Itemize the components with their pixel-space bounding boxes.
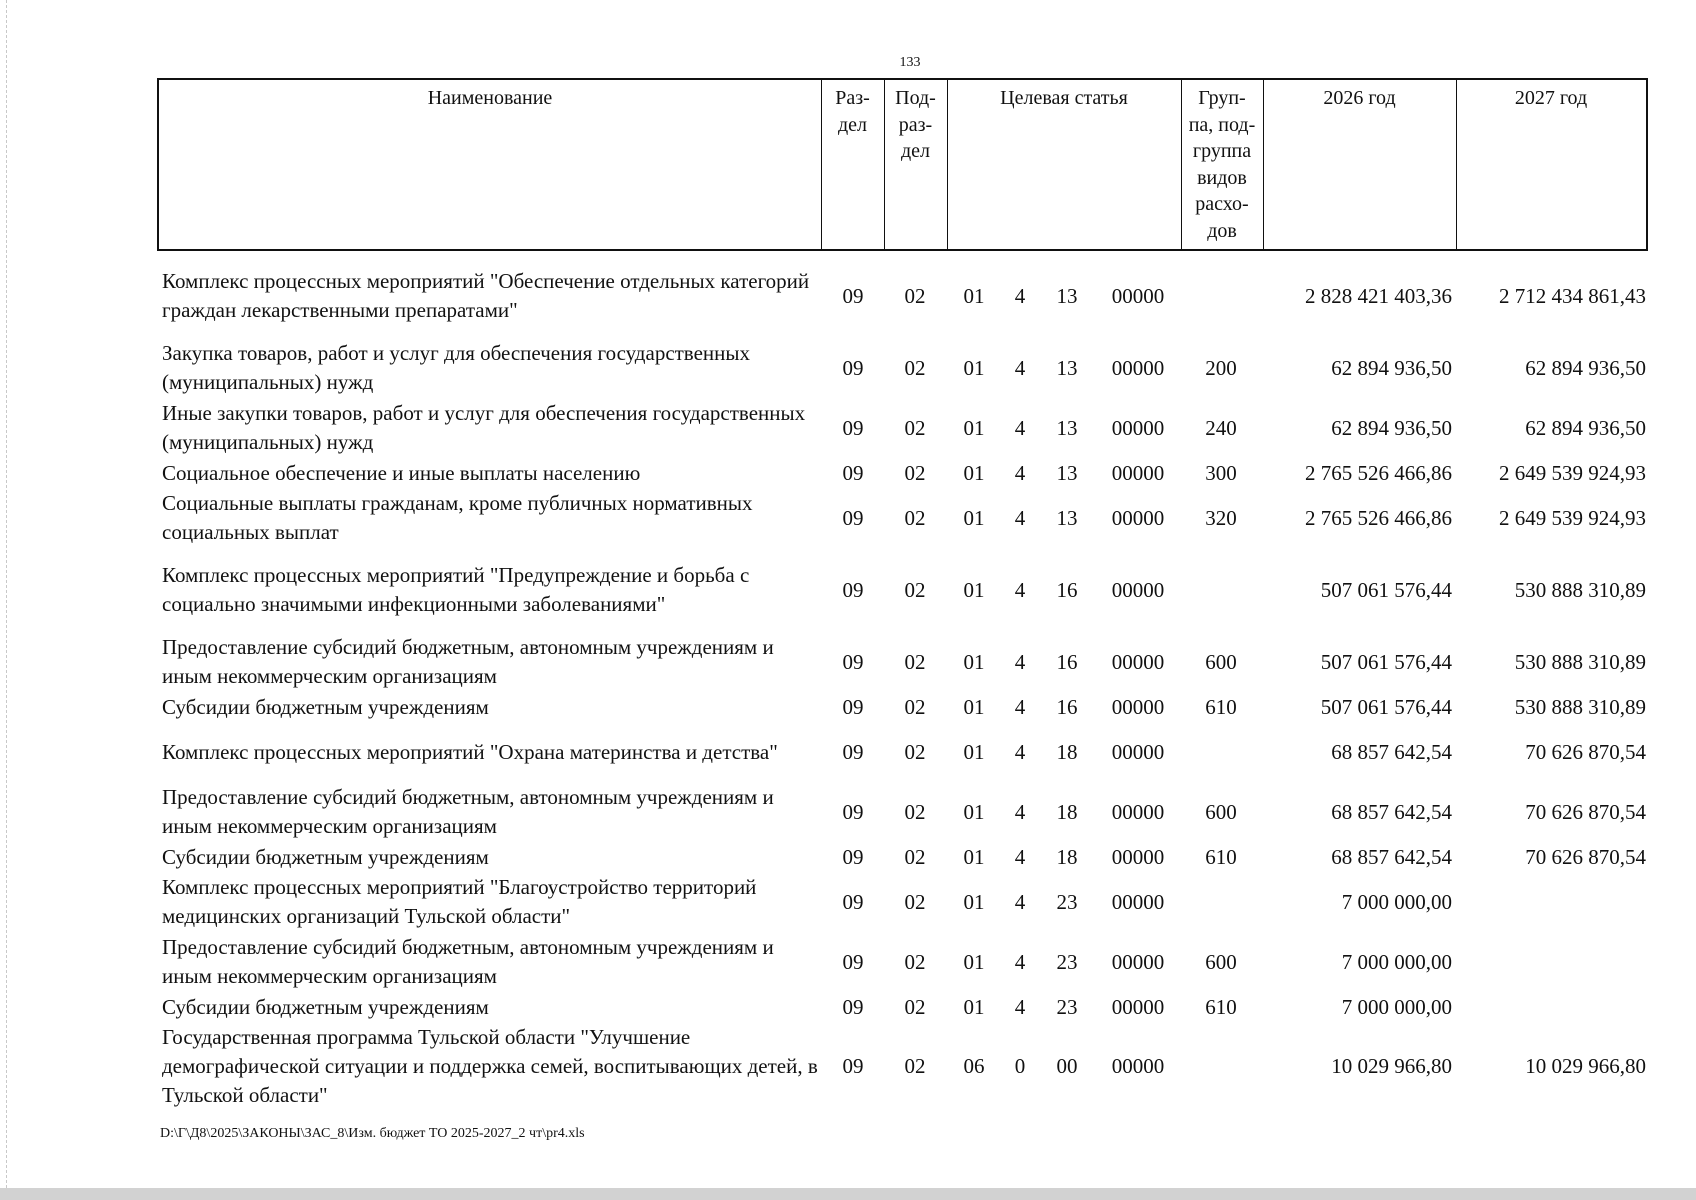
cell-tselevaya-1: 06 <box>963 1053 985 1078</box>
cell-vid-raskhodov: 200 <box>1205 355 1237 380</box>
cell-tselevaya-4: 00000 <box>1111 994 1165 1019</box>
cell-razdel: 09 <box>842 355 864 380</box>
cell-vid-raskhodov: 600 <box>1205 649 1237 674</box>
cell-tselevaya-3: 13 <box>1056 505 1078 530</box>
cell-tselevaya-1: 01 <box>963 505 985 530</box>
table-row <box>0 458 1696 488</box>
cell-tselevaya-3: 13 <box>1056 283 1078 308</box>
cell-tselevaya-3: 13 <box>1056 355 1078 380</box>
cell-tselevaya-3: 16 <box>1056 649 1078 674</box>
cell-razdel: 09 <box>842 283 864 308</box>
table-row <box>0 632 1696 692</box>
cell-razdel: 09 <box>842 577 864 602</box>
cell-vid-raskhodov: 240 <box>1205 415 1237 440</box>
cell-name: Государственная программа Тульской области "Улучшение демографической ситуации и поддержка семей, воспитывающих детей, в Тульской области" <box>162 1024 818 1107</box>
cell-name: Субсидии бюджетным учреждениям <box>162 694 489 719</box>
cell-tselevaya-2: 4 <box>1014 283 1026 308</box>
cell-tselevaya-2: 4 <box>1014 694 1026 719</box>
cell-2026: 2 765 526 466,86 <box>1305 505 1452 530</box>
cell-tselevaya-3: 23 <box>1056 994 1078 1019</box>
cell-tselevaya-4: 00000 <box>1111 799 1165 824</box>
header-razdel: Раз- дел <box>835 87 870 136</box>
cell-razdel: 09 <box>842 505 864 530</box>
cell-vid-raskhodov: 610 <box>1205 694 1237 719</box>
cell-tselevaya-4: 00000 <box>1111 577 1165 602</box>
cell-vid-raskhodov: 320 <box>1205 505 1237 530</box>
cell-razdel: 09 <box>842 460 864 485</box>
cell-tselevaya-2: 4 <box>1014 460 1026 485</box>
cell-vid-raskhodov: 610 <box>1205 844 1237 869</box>
cell-razdel: 09 <box>842 799 864 824</box>
cell-name: Предоставление субсидий бюджетным, автономным учреждениям и иным некоммерческим организациям <box>162 785 774 838</box>
cell-2027: 70 626 870,54 <box>1525 799 1646 824</box>
cell-2027: 70 626 870,54 <box>1525 739 1646 764</box>
cell-2026: 507 061 576,44 <box>1320 694 1452 719</box>
cell-tselevaya-3: 16 <box>1056 577 1078 602</box>
cell-vid-raskhodov: 300 <box>1205 460 1237 485</box>
cell-name: Комплекс процессных мероприятий "Благоустройство территорий медицинских организаций Тульской области" <box>162 875 757 928</box>
cell-tselevaya-3: 13 <box>1056 460 1078 485</box>
cell-2026: 7 000 000,00 <box>1341 949 1452 974</box>
cell-razdel: 09 <box>842 649 864 674</box>
cell-tselevaya-2: 4 <box>1014 355 1026 380</box>
header-gruppa-vidov-raskhodov: Груп- па, под- группа видов расхо- дов <box>1188 87 1256 242</box>
header-name: Наименование <box>427 87 553 109</box>
cell-2026: 62 894 936,50 <box>1331 415 1452 440</box>
cell-tselevaya-1: 01 <box>963 694 985 719</box>
cell-2026: 68 857 642,54 <box>1331 739 1452 764</box>
cell-tselevaya-4: 00000 <box>1111 1053 1165 1078</box>
cell-podrazdel: 02 <box>904 355 926 380</box>
header-2026: 2026 год <box>1323 87 1396 109</box>
cell-tselevaya-2: 4 <box>1014 577 1026 602</box>
cell-2027: 10 029 966,80 <box>1525 1053 1646 1078</box>
cell-2027: 62 894 936,50 <box>1525 415 1646 440</box>
cell-tselevaya-3: 18 <box>1056 799 1078 824</box>
cell-2027: 62 894 936,50 <box>1525 355 1646 380</box>
cell-tselevaya-1: 01 <box>963 799 985 824</box>
cell-razdel: 09 <box>842 889 864 914</box>
cell-tselevaya-3: 00 <box>1056 1053 1078 1078</box>
cell-tselevaya-1: 01 <box>963 460 985 485</box>
footer-file-path: D:\Г\Д8\2025\ЗАКОНЫ\ЗАС_8\Изм. бюджет ТО 2025-2027_2 чт\pr4.xls <box>160 1126 585 1141</box>
cell-tselevaya-2: 4 <box>1014 889 1026 914</box>
cell-podrazdel: 02 <box>904 799 926 824</box>
cell-tselevaya-2: 4 <box>1014 949 1026 974</box>
cell-2026: 10 029 966,80 <box>1331 1053 1452 1078</box>
cell-tselevaya-3: 23 <box>1056 949 1078 974</box>
cell-tselevaya-1: 01 <box>963 844 985 869</box>
cell-tselevaya-1: 01 <box>963 577 985 602</box>
table-row <box>0 692 1696 722</box>
cell-tselevaya-2: 4 <box>1014 649 1026 674</box>
cell-vid-raskhodov: 600 <box>1205 799 1237 824</box>
cell-tselevaya-4: 00000 <box>1111 505 1165 530</box>
cell-razdel: 09 <box>842 739 864 764</box>
cell-2026: 507 061 576,44 <box>1320 577 1452 602</box>
cell-tselevaya-4: 00000 <box>1111 355 1165 380</box>
cell-name: Иные закупки товаров, работ и услуг для обеспечения государственных (муниципальных) нужд <box>162 401 806 454</box>
cell-2026: 68 857 642,54 <box>1331 799 1452 824</box>
table-row <box>0 842 1696 872</box>
cell-name: Социальные выплаты гражданам, кроме публичных нормативных социальных выплат <box>162 491 753 544</box>
header-podrazdel: Под- раз- дел <box>895 87 936 162</box>
cell-tselevaya-3: 16 <box>1056 694 1078 719</box>
table-row <box>0 992 1696 1022</box>
cell-tselevaya-2: 4 <box>1014 799 1026 824</box>
cell-tselevaya-4: 00000 <box>1111 844 1165 869</box>
table-row <box>0 398 1696 458</box>
cell-podrazdel: 02 <box>904 649 926 674</box>
cell-tselevaya-1: 01 <box>963 283 985 308</box>
cell-tselevaya-1: 01 <box>963 415 985 440</box>
cell-tselevaya-3: 18 <box>1056 844 1078 869</box>
cell-2026: 2 765 526 466,86 <box>1305 460 1452 485</box>
table-row <box>0 559 1696 621</box>
cell-name: Комплекс процессных мероприятий "Предупреждение и борьба с социально значимыми инфекционными заболеваниями" <box>162 563 750 616</box>
cell-2027: 2 712 434 861,43 <box>1499 283 1646 308</box>
cell-2026: 68 857 642,54 <box>1331 844 1452 869</box>
cell-vid-raskhodov: 610 <box>1205 994 1237 1019</box>
cell-tselevaya-1: 01 <box>963 994 985 1019</box>
table-row <box>0 265 1696 327</box>
table-row <box>0 722 1696 782</box>
cell-2027: 2 649 539 924,93 <box>1499 505 1646 530</box>
cell-tselevaya-3: 23 <box>1056 889 1078 914</box>
cell-tselevaya-4: 00000 <box>1111 949 1165 974</box>
cell-tselevaya-2: 4 <box>1014 415 1026 440</box>
cell-podrazdel: 02 <box>904 739 926 764</box>
cell-podrazdel: 02 <box>904 460 926 485</box>
cell-tselevaya-4: 00000 <box>1111 649 1165 674</box>
cell-vid-raskhodov <box>1195 265 1247 327</box>
cell-podrazdel: 02 <box>904 949 926 974</box>
page-number: 133 <box>899 55 921 70</box>
cell-name: Субсидии бюджетным учреждениям <box>162 994 489 1019</box>
cell-name: Закупка товаров, работ и услуг для обеспечения государственных (муниципальных) нужд <box>162 341 751 394</box>
cell-razdel: 09 <box>842 844 864 869</box>
cell-razdel: 09 <box>842 1053 864 1078</box>
cell-name: Социальное обеспечение и иные выплаты населению <box>162 460 641 485</box>
cell-2027: 530 888 310,89 <box>1514 694 1646 719</box>
cell-podrazdel: 02 <box>904 415 926 440</box>
table-row <box>0 932 1696 992</box>
cell-2027: 70 626 870,54 <box>1525 844 1646 869</box>
cell-tselevaya-1: 01 <box>963 355 985 380</box>
cell-name: Комплекс процессных мероприятий "Охрана материнства и детства" <box>162 739 778 764</box>
cell-2027 <box>1458 932 1646 992</box>
cell-2026: 7 000 000,00 <box>1341 889 1452 914</box>
cell-name: Предоставление субсидий бюджетным, автономным учреждениям и иным некоммерческим организациям <box>162 935 774 988</box>
cell-tselevaya-3: 13 <box>1056 415 1078 440</box>
cell-podrazdel: 02 <box>904 694 926 719</box>
cell-tselevaya-4: 00000 <box>1111 283 1165 308</box>
cell-2027 <box>1458 992 1646 1022</box>
cell-podrazdel: 02 <box>904 844 926 869</box>
cell-tselevaya-3: 18 <box>1056 739 1078 764</box>
cell-2027: 2 649 539 924,93 <box>1499 460 1646 485</box>
cell-podrazdel: 02 <box>904 505 926 530</box>
table-row <box>0 782 1696 842</box>
cell-tselevaya-1: 01 <box>963 949 985 974</box>
cell-2026: 62 894 936,50 <box>1331 355 1452 380</box>
cell-razdel: 09 <box>842 694 864 719</box>
cell-tselevaya-4: 00000 <box>1111 460 1165 485</box>
header-2027: 2027 год <box>1514 87 1588 109</box>
cell-podrazdel: 02 <box>904 283 926 308</box>
cell-2027 <box>1458 872 1646 932</box>
cell-podrazdel: 02 <box>904 1053 926 1078</box>
cell-2026: 507 061 576,44 <box>1320 649 1452 674</box>
cell-tselevaya-4: 00000 <box>1111 694 1165 719</box>
cell-tselevaya-2: 4 <box>1014 844 1026 869</box>
cell-2027: 530 888 310,89 <box>1514 577 1646 602</box>
cell-razdel: 09 <box>842 415 864 440</box>
scan-bottom-band <box>0 1188 1696 1200</box>
cell-tselevaya-2: 4 <box>1014 505 1026 530</box>
cell-podrazdel: 02 <box>904 889 926 914</box>
cell-podrazdel: 02 <box>904 994 926 1019</box>
cell-razdel: 09 <box>842 994 864 1019</box>
cell-tselevaya-1: 01 <box>963 739 985 764</box>
cell-tselevaya-4: 00000 <box>1111 889 1165 914</box>
cell-razdel: 09 <box>842 949 864 974</box>
table-row <box>0 338 1696 398</box>
cell-tselevaya-1: 01 <box>963 889 985 914</box>
cell-name: Предоставление субсидий бюджетным, автономным учреждениям и иным некоммерческим организациям <box>162 635 774 688</box>
cell-vid-raskhodov <box>1195 722 1247 782</box>
table-row <box>0 488 1696 548</box>
cell-tselevaya-4: 00000 <box>1111 415 1165 440</box>
cell-2027: 530 888 310,89 <box>1514 649 1646 674</box>
cell-tselevaya-2: 0 <box>1014 1053 1026 1078</box>
cell-podrazdel: 02 <box>904 577 926 602</box>
cell-tselevaya-2: 4 <box>1014 739 1026 764</box>
cell-tselevaya-1: 01 <box>963 649 985 674</box>
table-row <box>0 872 1696 932</box>
cell-vid-raskhodov <box>1195 1022 1247 1110</box>
cell-name: Комплекс процессных мероприятий "Обеспечение отдельных категорий граждан лекарственными препаратами" <box>162 269 810 322</box>
table-header <box>157 78 1648 251</box>
header-tselevaya-statya: Целевая статья <box>1000 87 1128 109</box>
cell-vid-raskhodov: 600 <box>1205 949 1237 974</box>
cell-vid-raskhodov <box>1195 559 1247 621</box>
cell-2026: 7 000 000,00 <box>1341 994 1452 1019</box>
table-row <box>0 1022 1696 1110</box>
cell-tselevaya-4: 00000 <box>1111 739 1165 764</box>
cell-vid-raskhodov <box>1195 872 1247 932</box>
cell-tselevaya-2: 4 <box>1014 994 1026 1019</box>
cell-name: Субсидии бюджетным учреждениям <box>162 844 489 869</box>
cell-2026: 2 828 421 403,36 <box>1305 283 1452 308</box>
